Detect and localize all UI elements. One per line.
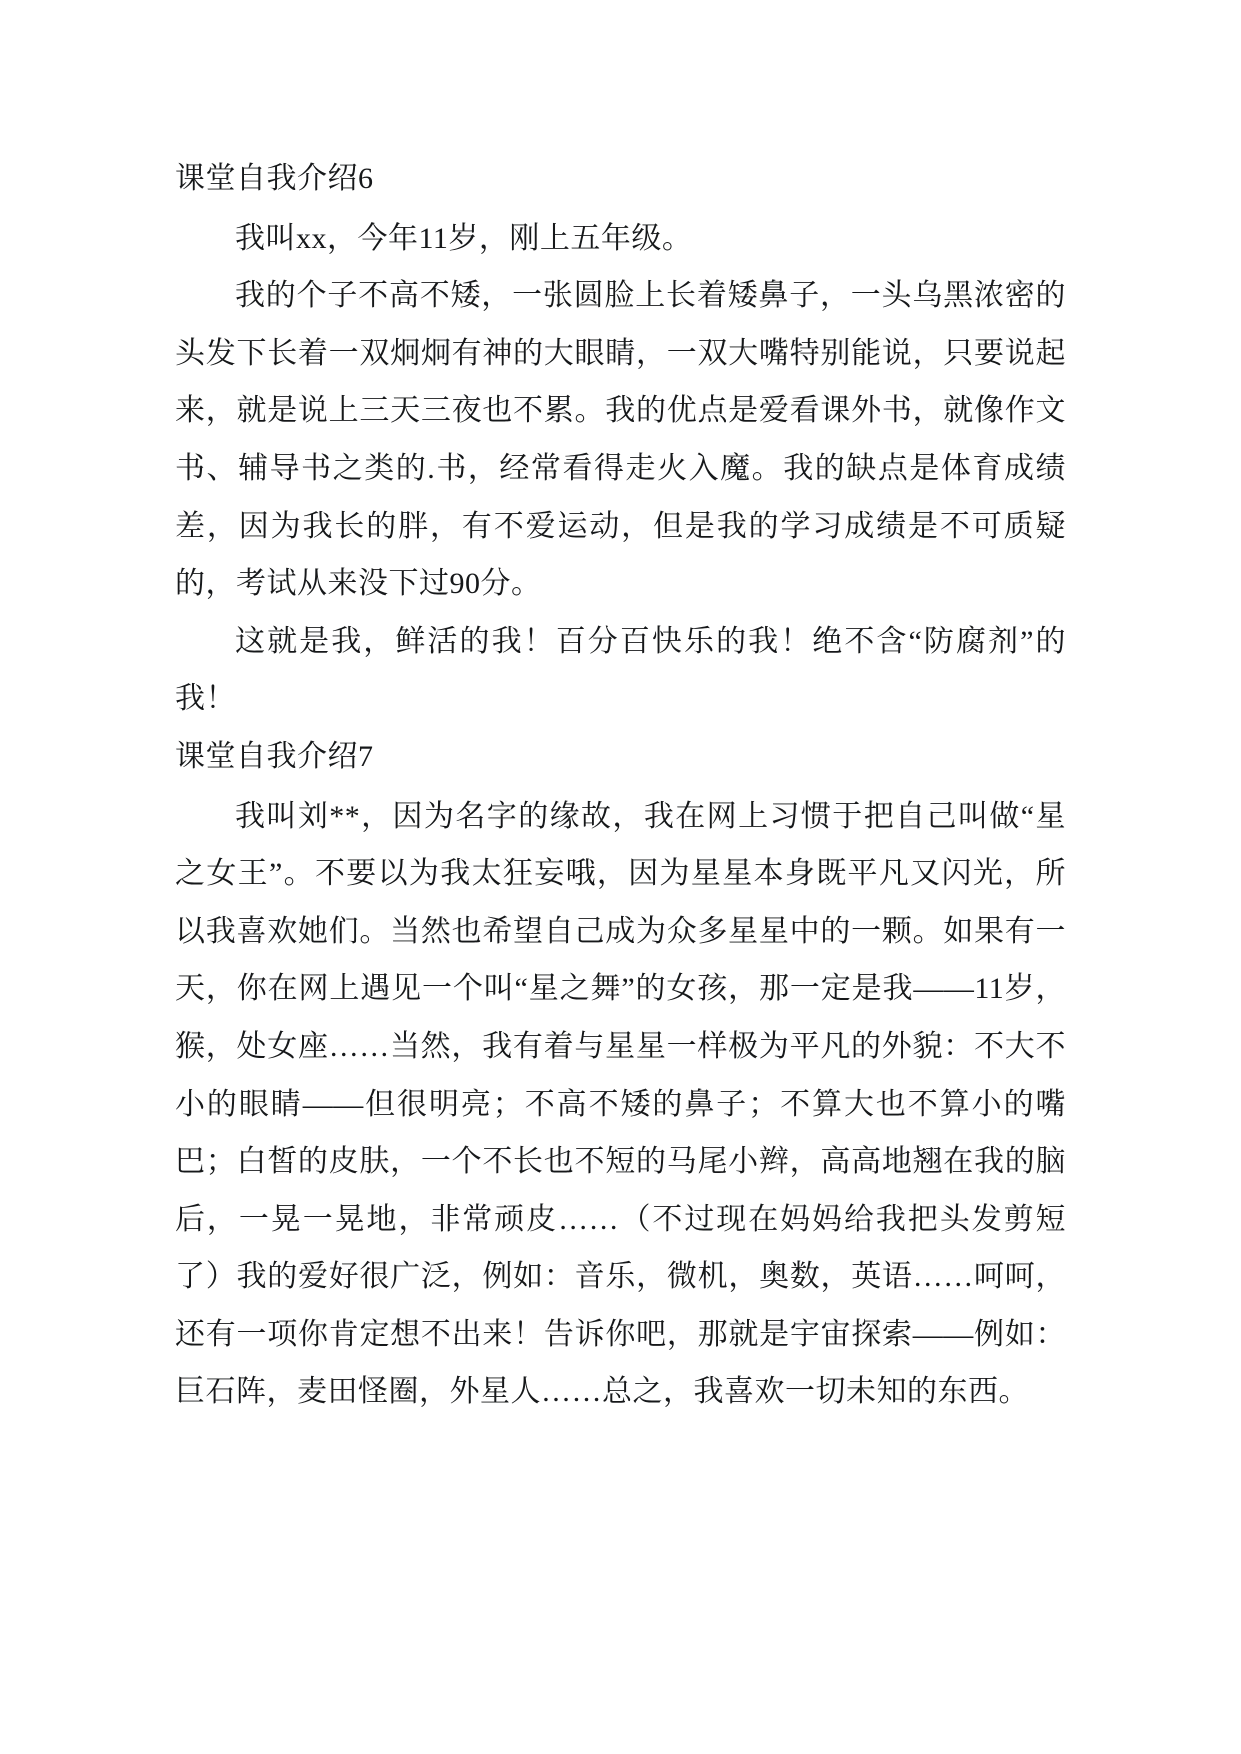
section-1-paragraph-2: 我的个子不高不矮，一张圆脸上长着矮鼻子，一头乌黑浓密的头发下长着一双炯炯有神的大眼睛，一双大嘴特别能说，只要说起来，就是说上三天三夜也不累。我的优点是爱看课外书，就像作文书、辅导书之类的.书，经常看得走火入魔。我的缺点是体育成绩差，因为我长的胖，有不爱运动，但是我的学习成绩是不可质疑的，考试从来没下过90分。 xyxy=(175,279,1066,601)
section-2-paragraph-1: 我叫刘**，因为名字的缘故，我在网上习惯于把自己叫做“星之女王”。不要以为我太狂妄哦，因为星星本身既平凡又闪光，所以我喜欢她们。当然也希望自己成为众多星星中的一颗。如果有一天，你在网上遇见一个叫“星之舞”的女孩，那一定是我——11岁，猴，处女座……当然，我有着与星星一样极为平凡的外貌：不大不小的眼睛——但很明亮；不高不矮的鼻子；不算大也不算小的嘴巴；白皙的皮肤，一个不长也不短的马尾小辫，高高地翘在我的脑后，一晃一晃地，非常顽皮……（不过现在妈妈给我把头发剪短了）我的爱好很广泛，例如：音乐，微机，奥数，英语……呵呵，还有一项你肯定想不出来！告诉你吧，那就是宇宙探索——例如：巨石阵，麦田怪圈，外星人……总之，我喜欢一切未知的东西。 xyxy=(175,799,1066,1409)
section-2 xyxy=(175,728,1066,1421)
section-1-heading: 课堂自我介绍6 xyxy=(175,162,374,195)
document-body xyxy=(175,150,1066,1421)
section-2-heading: 课堂自我介绍7 xyxy=(175,739,374,773)
section-1-paragraph-1: 我叫xx，今年11岁，刚上五年级。 xyxy=(235,221,693,255)
section-1 xyxy=(175,150,1066,728)
section-1-paragraph-3: 这就是我，鲜活的我！百分百快乐的我！绝不含“防腐剂”的我！ xyxy=(175,624,1066,716)
